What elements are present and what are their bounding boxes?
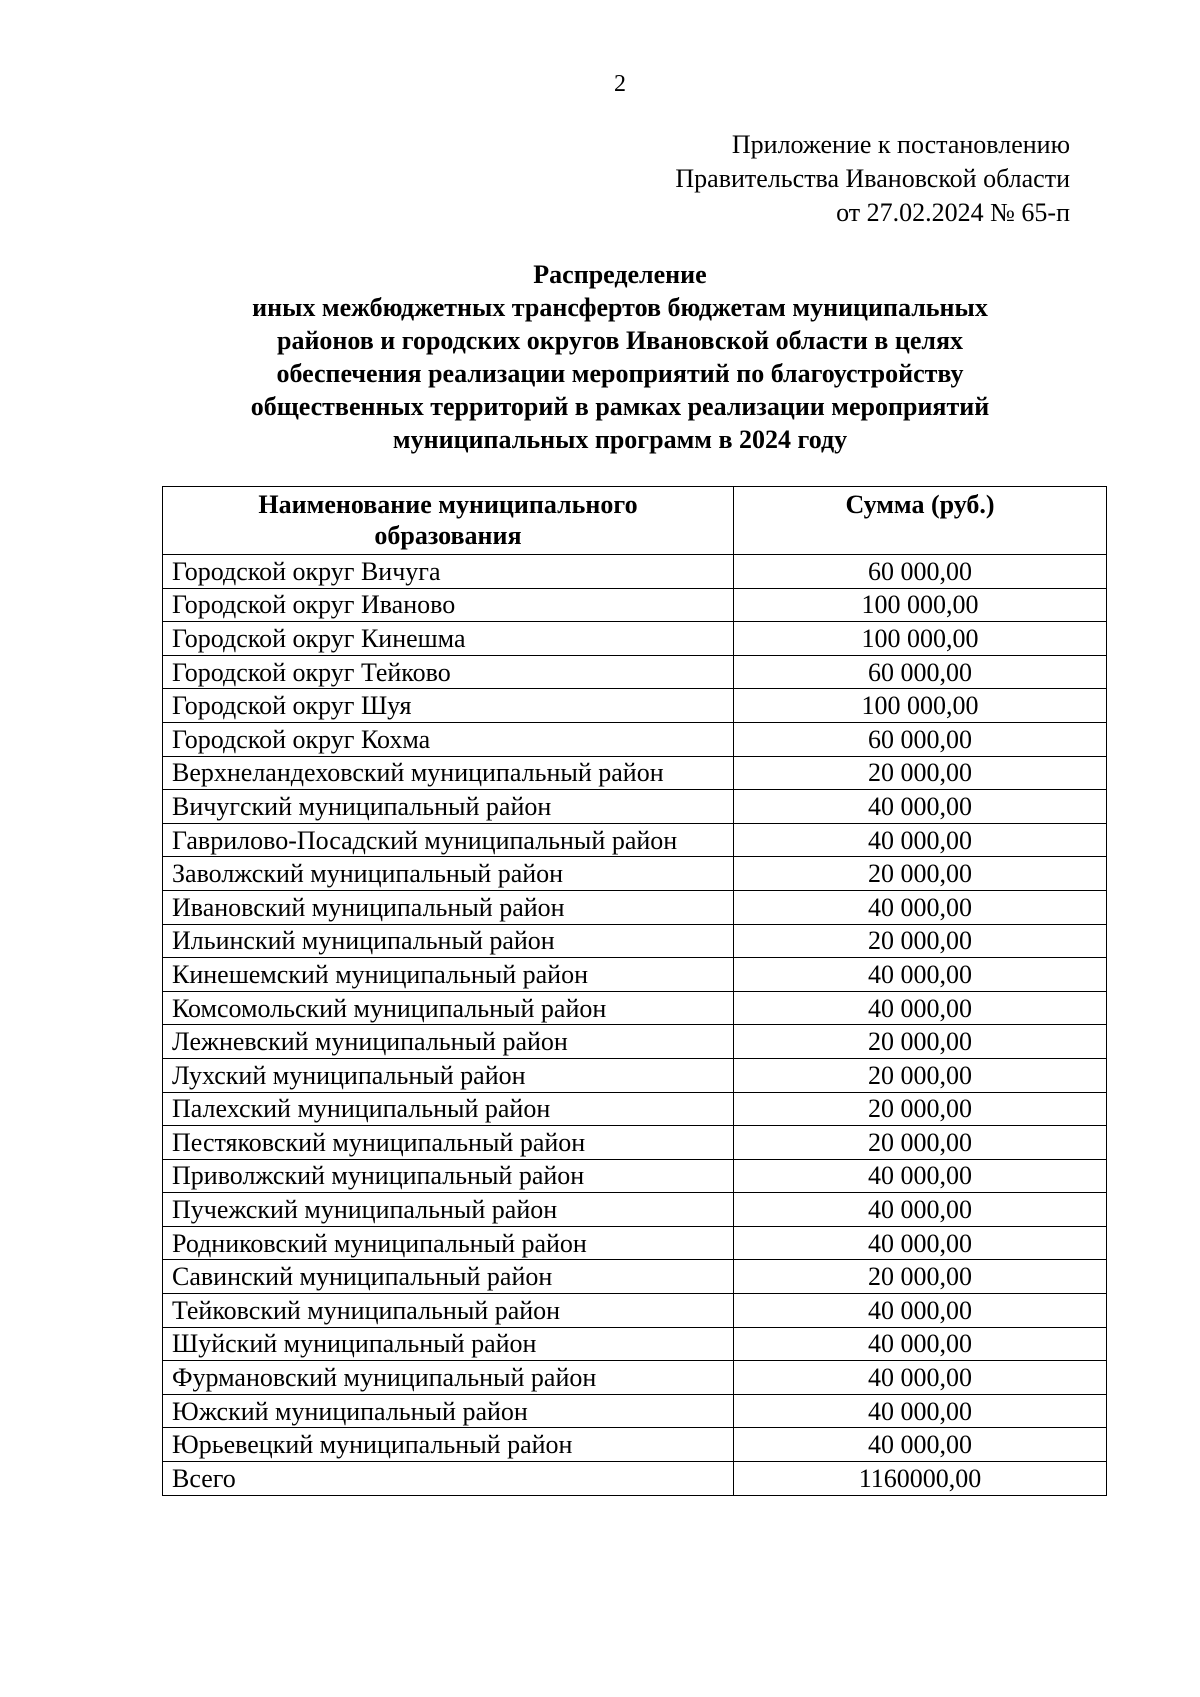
table-row [163, 1260, 1107, 1294]
amount-value: 40 000,00 [734, 1327, 1107, 1361]
amount-value: 20 000,00 [734, 756, 1107, 790]
table-row [163, 1226, 1107, 1260]
table-row [163, 1058, 1107, 1092]
amount-value: 100 000,00 [734, 689, 1107, 723]
amount-value: 40 000,00 [734, 1294, 1107, 1328]
table-row [163, 1193, 1107, 1227]
amount-value: 100 000,00 [734, 622, 1107, 656]
amount-value: 40 000,00 [734, 1159, 1107, 1193]
total-sum: 1160000,00 [734, 1462, 1107, 1496]
table-row [163, 722, 1107, 756]
appendix-line: от 27.02.2024 № 65-п [836, 198, 1070, 227]
municipality-name: Кинешемский муниципальный район [163, 958, 734, 992]
title-line: общественных территорий в рамках реализации мероприятий [250, 392, 990, 421]
municipality-name: Лежневский муниципальный район [163, 1025, 734, 1059]
header-name-line: Наименование муниципального [258, 490, 638, 519]
municipality-name: Пестяковский муниципальный район [163, 1126, 734, 1160]
table-row [163, 823, 1107, 857]
title-line: Распределение [533, 260, 707, 289]
municipality-name: Городской округ Вичуга [163, 555, 734, 589]
table-row [163, 1092, 1107, 1126]
municipality-name: Фурмановский муниципальный район [163, 1361, 734, 1395]
table-row [163, 1327, 1107, 1361]
table-row [163, 1025, 1107, 1059]
table-row [163, 1159, 1107, 1193]
municipality-name: Лухский муниципальный район [163, 1058, 734, 1092]
amount-value: 40 000,00 [734, 823, 1107, 857]
table-row [163, 1428, 1107, 1462]
header-name [163, 487, 734, 555]
municipality-name: Городской округ Тейково [163, 655, 734, 689]
title-line: иных межбюджетных трансфертов бюджетам муниципальных [252, 293, 988, 322]
table-row [163, 555, 1107, 589]
appendix-note [675, 128, 1070, 230]
municipality-name: Городской округ Кинешма [163, 622, 734, 656]
amount-value: 60 000,00 [734, 555, 1107, 589]
table-row [163, 991, 1107, 1025]
municipality-name: Шуйский муниципальный район [163, 1327, 734, 1361]
municipality-name: Пучежский муниципальный район [163, 1193, 734, 1227]
amount-value: 40 000,00 [734, 890, 1107, 924]
amount-value: 20 000,00 [734, 1025, 1107, 1059]
table-row [163, 655, 1107, 689]
amount-value: 20 000,00 [734, 1260, 1107, 1294]
amount-value: 40 000,00 [734, 1428, 1107, 1462]
municipality-name: Тейковский муниципальный район [163, 1294, 734, 1328]
table-row [163, 790, 1107, 824]
title-line: обеспечения реализации мероприятий по благоустройству [276, 359, 964, 388]
amount-value: 40 000,00 [734, 1394, 1107, 1428]
title-line: районов и городских округов Ивановской области в целях [276, 326, 964, 355]
amount-value: 20 000,00 [734, 1058, 1107, 1092]
municipality-name: Гаврилово-Посадский муниципальный район [163, 823, 734, 857]
title-line: муниципальных программ в 2024 году [392, 425, 848, 454]
amount-value: 20 000,00 [734, 924, 1107, 958]
amount-value: 40 000,00 [734, 1361, 1107, 1395]
total-label: Всего [163, 1462, 734, 1496]
table-row [163, 890, 1107, 924]
municipality-name: Ильинский муниципальный район [163, 924, 734, 958]
municipality-name: Палехский муниципальный район [163, 1092, 734, 1126]
amount-value: 40 000,00 [734, 1193, 1107, 1227]
amount-value: 20 000,00 [734, 1092, 1107, 1126]
amount-value: 40 000,00 [734, 958, 1107, 992]
table-row [163, 622, 1107, 656]
total-row [163, 1462, 1107, 1496]
municipality-name: Городской округ Шуя [163, 689, 734, 723]
municipality-name: Заволжский муниципальный район [163, 857, 734, 891]
amount-value: 20 000,00 [734, 1126, 1107, 1160]
table-row [163, 588, 1107, 622]
header-sum: Сумма (руб.) [734, 487, 1107, 555]
appendix-line: Правительства Ивановской области [675, 164, 1070, 193]
municipality-name: Комсомольский муниципальный район [163, 991, 734, 1025]
table-row [163, 756, 1107, 790]
appendix-line: Приложение к постановлению [731, 130, 1070, 159]
municipality-name: Ивановский муниципальный район [163, 890, 734, 924]
amount-value: 40 000,00 [734, 790, 1107, 824]
amount-value: 40 000,00 [734, 1226, 1107, 1260]
table-row [163, 1361, 1107, 1395]
table-row [163, 1294, 1107, 1328]
amount-value: 40 000,00 [734, 991, 1107, 1025]
table-header-row [163, 487, 1107, 555]
table-row [163, 1126, 1107, 1160]
municipality-name: Юрьевецкий муниципальный район [163, 1428, 734, 1462]
amount-value: 20 000,00 [734, 857, 1107, 891]
municipality-name: Савинский муниципальный район [163, 1260, 734, 1294]
municipality-name: Городской округ Иваново [163, 588, 734, 622]
municipality-name: Южский муниципальный район [163, 1394, 734, 1428]
table-row [163, 1394, 1107, 1428]
document-title [150, 258, 1090, 456]
amount-value: 60 000,00 [734, 655, 1107, 689]
table-row [163, 857, 1107, 891]
amount-value: 100 000,00 [734, 588, 1107, 622]
municipality-name: Городской округ Кохма [163, 722, 734, 756]
page-number: 2 [614, 71, 626, 97]
distribution-table [162, 486, 1107, 1496]
municipality-name: Приволжский муниципальный район [163, 1159, 734, 1193]
table-row [163, 689, 1107, 723]
amount-value: 60 000,00 [734, 722, 1107, 756]
municipality-name: Родниковский муниципальный район [163, 1226, 734, 1260]
table-row [163, 958, 1107, 992]
table-row [163, 924, 1107, 958]
table-body [163, 555, 1107, 1462]
header-name-line: образования [374, 521, 522, 550]
municipality-name: Вичугский муниципальный район [163, 790, 734, 824]
municipality-name: Верхнеландеховский муниципальный район [163, 756, 734, 790]
